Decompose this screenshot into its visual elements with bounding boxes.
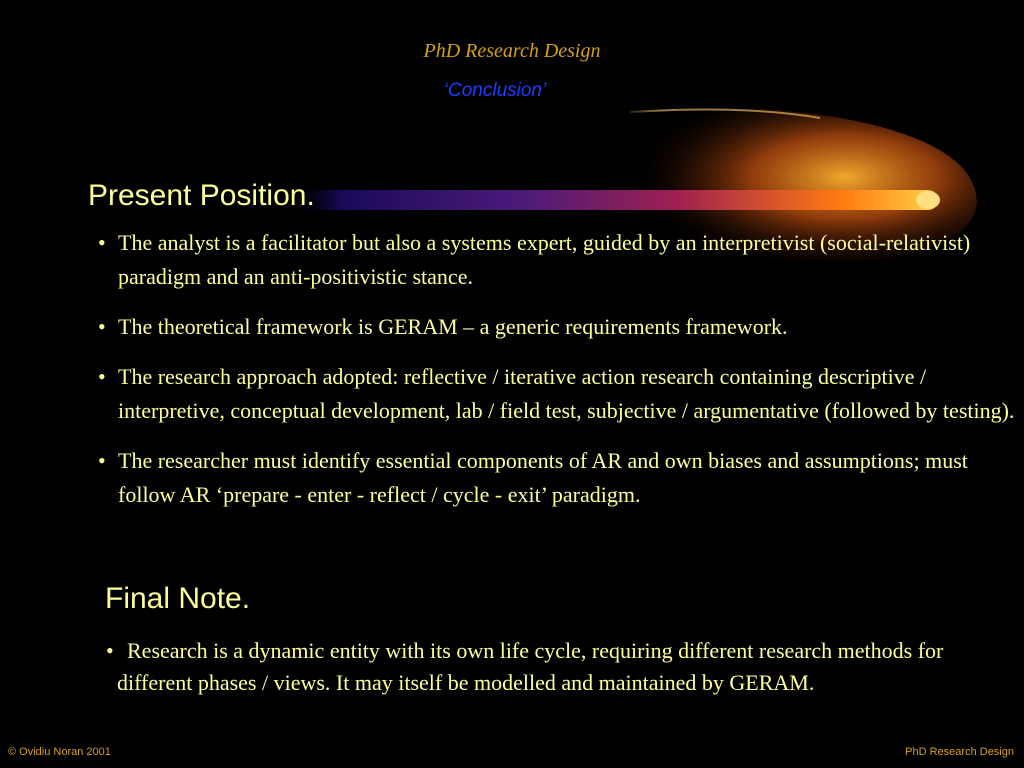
bullet-dot-icon: • bbox=[98, 364, 106, 389]
footer-title: PhD Research Design bbox=[905, 746, 1014, 758]
header-subtitle: ‘Conclusion’ bbox=[443, 80, 547, 101]
final-note-bullets bbox=[104, 635, 1004, 715]
bullet-dot-icon: • bbox=[98, 448, 106, 473]
bullet-text: Research is a dynamic entity with its own life cycle, requiring different research methods for different phases / views. It may itself be modelled and maintained by GERAM. bbox=[117, 638, 944, 695]
bullet-text: The researcher must identify essential components of AR and own biases and assumptions; must follow AR ‘prepare - enter - reflect / cycle - exit’ paradigm. bbox=[118, 448, 968, 507]
comet-tail bbox=[290, 190, 938, 210]
bullet-text: The analyst is a facilitator but also a systems expert, guided by an interpretivist (social-relativist) paradigm and an anti-positivistic stance. bbox=[118, 230, 971, 289]
section-heading-final-note: Final Note. bbox=[105, 582, 251, 615]
bullet-text: The research approach adopted: reflective / iterative action research containing descriptive / interpretive, conceptual development, lab / field test, subjective / argumentative (followed by testing). bbox=[118, 364, 1015, 423]
present-position-bullets bbox=[98, 226, 1018, 528]
bullet-item bbox=[98, 310, 1018, 344]
bullet-item bbox=[98, 444, 1018, 512]
footer-copyright: © Ovidiu Noran 2001 bbox=[8, 746, 111, 758]
bullet-text: The theoretical framework is GERAM – a generic requirements framework. bbox=[118, 314, 788, 339]
comet-head bbox=[916, 191, 940, 209]
header-title: PhD Research Design bbox=[423, 40, 601, 62]
bullet-item bbox=[98, 226, 1018, 294]
bullet-dot-icon: • bbox=[106, 638, 114, 663]
bullet-dot-icon: • bbox=[98, 314, 106, 339]
bullet-dot-icon: • bbox=[98, 230, 106, 255]
section-heading-present-position: Present Position. bbox=[88, 179, 315, 212]
bullet-item bbox=[104, 635, 1004, 699]
bullet-item bbox=[98, 360, 1018, 428]
